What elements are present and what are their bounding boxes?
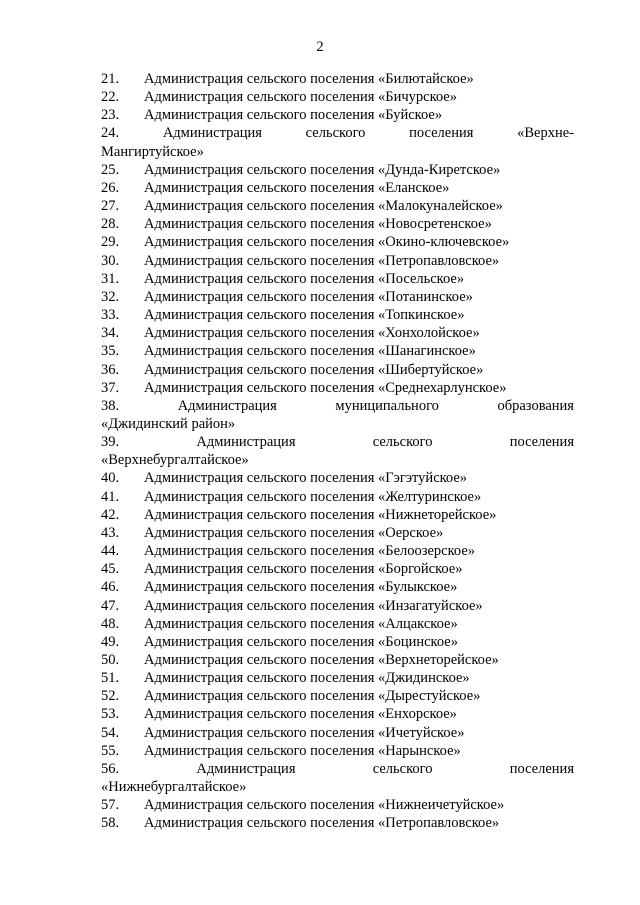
- item-text: Администрация сельского поселения «Петропавловское»: [144, 252, 500, 269]
- item-number: 54.: [101, 724, 120, 741]
- list-item: [101, 469, 574, 487]
- list-item: [101, 106, 574, 124]
- organization-list: [101, 70, 574, 833]
- list-item: [101, 760, 574, 778]
- item-number: 48.: [101, 615, 120, 632]
- list-item: [101, 361, 574, 379]
- item-number: 34.: [101, 325, 120, 342]
- item-word: Администрация: [196, 434, 296, 451]
- item-word: сельского: [372, 760, 433, 777]
- item-text: Администрация сельского поселения «Среднехарлунское»: [144, 379, 507, 396]
- item-number: 23.: [101, 107, 120, 124]
- list-item: [101, 324, 574, 342]
- item-text: Администрация сельского поселения «Алцакское»: [144, 615, 458, 632]
- item-text: Администрация сельского поселения «Еланское»: [144, 179, 450, 196]
- list-item: [101, 633, 574, 651]
- item-text: Администрация сельского поселения «Инзагатуйское»: [144, 597, 483, 614]
- item-number: 33.: [101, 307, 120, 324]
- item-number: 57.: [101, 797, 120, 814]
- item-continuation: «Джидинский район»: [101, 415, 236, 432]
- item-text: Администрация сельского поселения «Боргойское»: [144, 561, 463, 578]
- item-number: 46.: [101, 579, 120, 596]
- list-item: [101, 705, 574, 723]
- item-text: Администрация сельского поселения «Нижнеичетуйское»: [144, 797, 505, 814]
- list-item: [101, 524, 574, 542]
- item-text: Администрация сельского поселения «Окино-ключевское»: [144, 234, 510, 251]
- list-item: [101, 179, 574, 197]
- item-text: Администрация сельского поселения «Нижнеторейское»: [144, 506, 497, 523]
- list-item: [101, 651, 574, 669]
- item-text: Администрация сельского поселения «Билютайское»: [144, 71, 474, 87]
- list-item: [101, 488, 574, 506]
- item-text: Администрация сельского поселения «Джидинское»: [144, 670, 470, 687]
- item-number: 41.: [101, 488, 120, 505]
- list-item: [101, 270, 574, 288]
- list-item: [101, 724, 574, 742]
- item-number: 31.: [101, 270, 120, 287]
- item-number: 50.: [101, 652, 120, 668]
- item-text: Администрация сельского поселения «Желтуринское»: [144, 488, 482, 505]
- list-item: [101, 506, 574, 524]
- item-text: Администрация сельского поселения «Потанинское»: [144, 288, 473, 305]
- item-text: Администрация сельского поселения «Шанагинское»: [144, 343, 476, 360]
- item-number: 25.: [101, 161, 120, 178]
- item-number: 55.: [101, 742, 120, 759]
- item-word: поселения: [409, 125, 474, 142]
- item-number: 38.: [101, 397, 120, 414]
- item-text: Администрация сельского поселения «Малокуналейское»: [144, 198, 503, 215]
- item-word: сельского: [372, 434, 433, 451]
- item-number: 22.: [101, 89, 120, 106]
- page-number: 2: [316, 39, 324, 55]
- list-item: [101, 578, 574, 596]
- item-word: Администрация: [196, 760, 296, 777]
- item-text: Администрация сельского поселения «Верхнеторейское»: [144, 652, 499, 668]
- item-text: Администрация сельского поселения «Бичурское»: [144, 89, 457, 106]
- item-text: Администрация сельского поселения «Дунда-Киретское»: [144, 161, 501, 178]
- item-word: Администрация: [162, 125, 262, 142]
- list-item: [101, 288, 574, 306]
- item-continuation: «Нижнебургалтайское»: [101, 779, 247, 796]
- item-text: Администрация сельского поселения «Хонхолойское»: [144, 325, 480, 342]
- item-number: 32.: [101, 288, 120, 305]
- list-item: [101, 233, 574, 251]
- item-number: 45.: [101, 561, 120, 578]
- item-continuation: Мангиртуйское»: [101, 143, 204, 160]
- item-number: 24.: [101, 125, 120, 142]
- item-number: 30.: [101, 252, 120, 269]
- item-word: поселения: [509, 434, 574, 451]
- item-number: 21.: [101, 71, 120, 87]
- list-item: [101, 615, 574, 633]
- item-number: 53.: [101, 706, 120, 723]
- list-item: [101, 433, 574, 451]
- item-number: 29.: [101, 234, 120, 251]
- list-item: [101, 687, 574, 705]
- item-text: Администрация сельского поселения «Гэгэтуйское»: [144, 470, 468, 487]
- item-word: сельского: [305, 125, 366, 142]
- item-text: Администрация сельского поселения «Ичетуйское»: [144, 724, 465, 741]
- list-item: [101, 342, 574, 360]
- item-word: муниципального: [335, 397, 439, 414]
- item-number: 36.: [101, 361, 120, 378]
- list-item: [101, 215, 574, 233]
- item-number: 28.: [101, 216, 120, 233]
- item-text: Администрация сельского поселения «Енхорское»: [144, 706, 457, 723]
- list-item: [101, 379, 574, 397]
- list-item: [101, 814, 574, 832]
- item-number: 40.: [101, 470, 120, 487]
- item-word: поселения: [509, 760, 574, 777]
- item-text: Администрация сельского поселения «Новосретенское»: [144, 216, 492, 233]
- item-number: 49.: [101, 633, 120, 650]
- item-text: Администрация сельского поселения «Петропавловское»: [144, 815, 500, 832]
- item-text: Администрация сельского поселения «Посельское»: [144, 270, 465, 287]
- item-number: 35.: [101, 343, 120, 360]
- list-item: [101, 161, 574, 179]
- item-continuation: «Верхнебургалтайское»: [101, 452, 249, 469]
- item-text: Администрация сельского поселения «Шибертуйское»: [144, 361, 484, 378]
- item-number: 51.: [101, 670, 120, 687]
- list-item: [101, 560, 574, 578]
- list-item: [101, 542, 574, 560]
- list-item: [101, 597, 574, 615]
- list-item: [101, 124, 574, 142]
- list-item: [101, 70, 574, 88]
- list-item: [101, 669, 574, 687]
- item-word: Администрация: [177, 397, 277, 414]
- item-number: 56.: [101, 760, 120, 777]
- item-word: «Верхне-: [517, 125, 574, 142]
- item-number: 47.: [101, 597, 120, 614]
- item-number: 42.: [101, 506, 120, 523]
- list-item: [101, 252, 574, 270]
- item-word: образования: [497, 397, 574, 414]
- list-item: [101, 88, 574, 106]
- list-item: [101, 397, 574, 415]
- item-text: Администрация сельского поселения «Нарынское»: [144, 742, 461, 759]
- item-number: 37.: [101, 379, 120, 396]
- item-text: Администрация сельского поселения «Боцинское»: [144, 633, 458, 650]
- item-number: 26.: [101, 179, 120, 196]
- item-number: 44.: [101, 543, 120, 560]
- item-number: 27.: [101, 198, 120, 215]
- item-text: Администрация сельского поселения «Оерское»: [144, 524, 444, 541]
- item-text: Администрация сельского поселения «Белоозерское»: [144, 543, 476, 560]
- item-text: Администрация сельского поселения «Топкинское»: [144, 307, 465, 324]
- list-item: [101, 742, 574, 760]
- list-item: [101, 796, 574, 814]
- item-number: 39.: [101, 434, 120, 451]
- list-item: [101, 197, 574, 215]
- item-text: Администрация сельского поселения «Булыкское»: [144, 579, 458, 596]
- item-text: Администрация сельского поселения «Буйское»: [144, 107, 443, 124]
- item-number: 43.: [101, 524, 120, 541]
- item-number: 52.: [101, 688, 120, 705]
- list-item: [101, 306, 574, 324]
- item-text: Администрация сельского поселения «Дырестуйское»: [144, 688, 481, 705]
- item-number: 58.: [101, 815, 120, 832]
